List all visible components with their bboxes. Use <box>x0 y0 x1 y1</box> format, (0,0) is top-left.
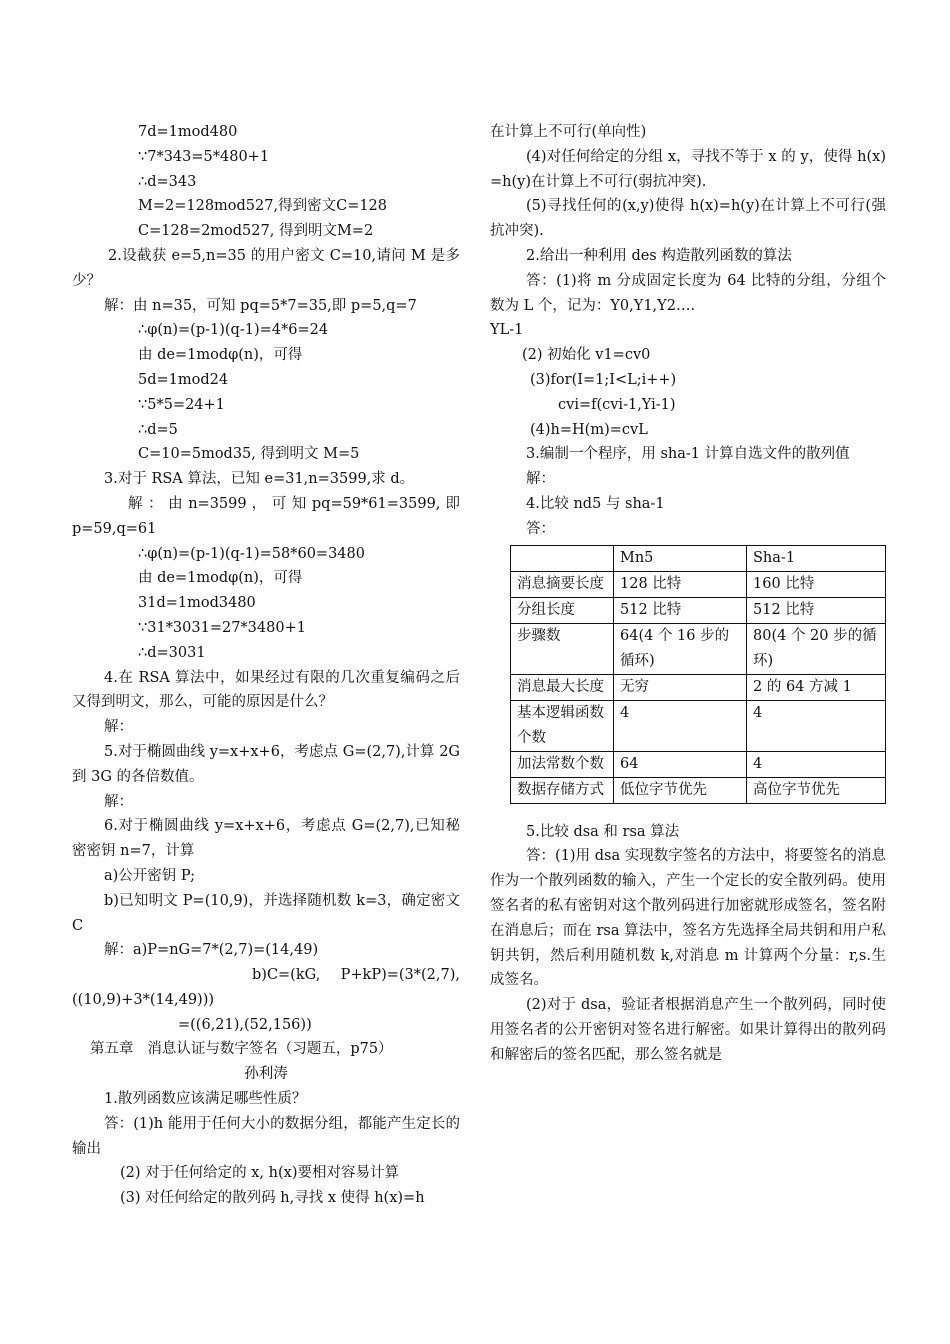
question-4: 4.在 RSA 算法中，如果经过有限的几次重复编码之后又得到明文，那么，可能的原因是什么？ <box>72 669 460 711</box>
right-column <box>490 120 886 1068</box>
text-line: ∴d=343 <box>138 173 197 190</box>
table-cell: 4 <box>747 751 886 777</box>
table-header-cell: Sha-1 <box>747 545 886 571</box>
table-cell: 2 的 64 方减 1 <box>747 674 886 700</box>
answer-label: 答： <box>526 520 555 537</box>
solution-line: 解：由 n=35，可知 pq=5*7=35,即 p=5,q=7 <box>104 297 417 314</box>
answer-line: YL-1 <box>490 322 524 339</box>
solution-line: 31d=1mod3480 <box>138 595 256 612</box>
question-3: 3.对于 RSA 算法，已知 e=31,n=3599,求 d。 <box>104 471 415 488</box>
table-cell: 64(4 个 16 步的循环) <box>614 623 747 674</box>
question-2: 2.设截获 e=5,n=35 的用户密文 C=10,请问 M 是多少？ <box>72 247 460 289</box>
answer-line: 答：(1)将 m 分成固定长度为 64 比特的分组，分组个数为 L 个，记为：Y0,Y1,Y2…. <box>490 272 886 314</box>
question-2: 2.给出一种利用 des 构造散列函数的算法 <box>526 247 792 264</box>
table-cell: 低位字节优先 <box>614 777 747 803</box>
table-cell: 基本逻辑函数个数 <box>511 700 614 751</box>
text-line: M=2=128mod527,得到密文C=128 <box>138 198 388 215</box>
solution-line: 5d=1mod24 <box>138 371 229 388</box>
solution-line: b)C=(kG, P+kP)=(3*(2,7), ((10,9)+3*(14,49))) <box>72 967 460 1008</box>
table-row <box>511 623 886 674</box>
table-cell: 分组长度 <box>511 597 614 623</box>
answer-line: (3)for(I=1;I<L;i++) <box>530 371 677 388</box>
solution-line: 解：a)P=nG=7*(2,7)=(14,49) <box>104 942 319 959</box>
table-row <box>511 700 886 751</box>
solution-line: 由 de=1modφ(n)，可得 <box>138 347 303 364</box>
answer-line: 在计算上不可行(单向性) <box>490 124 647 140</box>
table-cell: 512 比特 <box>614 597 747 623</box>
solution-line: ∴φ(n)=(p-1)(q-1)=58*60=3480 <box>138 545 365 562</box>
comparison-table <box>510 545 886 804</box>
solution-line: 由 de=1modφ(n)，可得 <box>138 570 303 587</box>
table-cell: 加法常数个数 <box>511 751 614 777</box>
table-row <box>511 597 886 623</box>
table-cell: 512 比特 <box>747 597 886 623</box>
solution-line: ∴d=5 <box>138 421 178 438</box>
answer-line: (3) 对任何给定的散列码 h,寻找 x 使得 h(x)=h <box>120 1190 425 1207</box>
chapter-title: 第五章 消息认证与数字签名（习题五，p75） <box>90 1041 393 1058</box>
answer-label: 解： <box>104 793 133 810</box>
question-6-b: b)已知明文 P=(10,9)，并选择随机数 k=3，确定密文 C <box>72 892 460 934</box>
table-cell: 步骤数 <box>511 623 614 674</box>
table-header-cell: Mn5 <box>614 545 747 571</box>
table-cell: 数据存储方式 <box>511 777 614 803</box>
table-cell: 消息摘要长度 <box>511 571 614 597</box>
left-column <box>72 120 460 1211</box>
solution-line: 解 ： 由 n=3599 ， 可 知 pq=59*61=3599, 即 p=59,q=61 <box>72 495 460 537</box>
text-line: C=128=2mod527, 得到明文M=2 <box>138 223 374 240</box>
solution-line: ∵5*5=24+1 <box>138 396 225 413</box>
author: 孙利涛 <box>244 1066 288 1083</box>
table-cell: 64 <box>614 751 747 777</box>
answer-line: 答：(1)h 能用于任何大小的数据分组，都能产生定长的输出 <box>72 1115 460 1157</box>
answer-line: (2) 初始化 v1=cv0 <box>522 347 651 364</box>
table-row <box>511 571 886 597</box>
table-cell: 无穷 <box>614 674 747 700</box>
solution-line: ∴φ(n)=(p-1)(q-1)=4*6=24 <box>138 322 329 339</box>
text-line: ∵7*343=5*480+1 <box>138 148 270 165</box>
question-5: 5.比较 dsa 和 rsa 算法 <box>526 823 680 840</box>
question-6-a: a)公开密钥 P; <box>104 867 196 884</box>
table-header-cell <box>511 545 614 571</box>
chapter5-question-1: 1.散列函数应该满足哪些性质？ <box>104 1091 307 1108</box>
answer-line: (2) 对于任何给定的 x, h(x)要相对容易计算 <box>120 1165 399 1182</box>
question-3: 3.编制一个程序，用 sha-1 计算自选文件的散列值 <box>526 446 850 463</box>
answer-line: (4)对任何给定的分组 x，寻找不等于 x 的 y，使得 h(x)=h(y)在计算上不可行(弱抗冲突). <box>490 148 886 190</box>
solution-line: ∵31*3031=27*3480+1 <box>138 619 306 636</box>
answer-line: cvi=f(cvi-1,Yi-1) <box>558 396 676 413</box>
text-line: 7d=1mod480 <box>138 124 238 140</box>
table-cell: 高位字节优先 <box>747 777 886 803</box>
solution-line: =((6,21),(52,156)) <box>178 1016 312 1033</box>
answer-label: 解： <box>104 719 133 736</box>
table-row <box>511 777 886 803</box>
question-5: 5.对于椭圆曲线 y=x+x+6，考虑点 G=(2,7),计算 2G 到 3G 的各倍数值。 <box>72 743 460 785</box>
table-cell: 4 <box>614 700 747 751</box>
table-cell: 4 <box>747 700 886 751</box>
spacer <box>490 804 886 820</box>
answer-line: (4)h=H(m)=cvL <box>530 421 648 438</box>
table-cell: 消息最大长度 <box>511 674 614 700</box>
solution-line: C=10=5mod35, 得到明文 M=5 <box>138 446 360 463</box>
answer-paragraph: (2)对于 dsa，验证者根据消息产生一个散列码，同时使用签名者的公开密钥对签名进行解密。如果计算得出的散列码和解密后的签名匹配，那么签名就是 <box>490 997 886 1063</box>
answer-label: 解： <box>526 471 555 488</box>
table-cell: 160 比特 <box>747 571 886 597</box>
table-cell: 128 比特 <box>614 571 747 597</box>
answer-line: (5)寻找任何的(x,y)使得 h(x)=h(y)在计算上不可行(强抗冲突). <box>490 198 886 240</box>
question-4: 4.比较 nd5 与 sha-1 <box>526 495 665 512</box>
table-cell: 80(4 个 20 步的循环) <box>747 623 886 674</box>
table-row <box>511 674 886 700</box>
table-row <box>511 751 886 777</box>
solution-line: ∴d=3031 <box>138 644 206 661</box>
question-6: 6.对于椭圆曲线 y=x+x+6，考虑点 G=(2,7),已知秘密密钥 n=7，计算 <box>72 818 460 860</box>
answer-paragraph: 答：(1)用 dsa 实现数字签名的方法中，将要签名的消息作为一个散列函数的输入，产生一个定长的安全散列码。使用签名者的私有密钥对这个散列码进行加密就形成签名，签名附在消息后；而在 rsa 算法中，签名方先选择全局共钥和用户私钥共钥，然后利用随机数 k,对消息 m 计算两个分量：r,s.生成签名。 <box>490 848 886 989</box>
table-header-row <box>511 545 886 571</box>
